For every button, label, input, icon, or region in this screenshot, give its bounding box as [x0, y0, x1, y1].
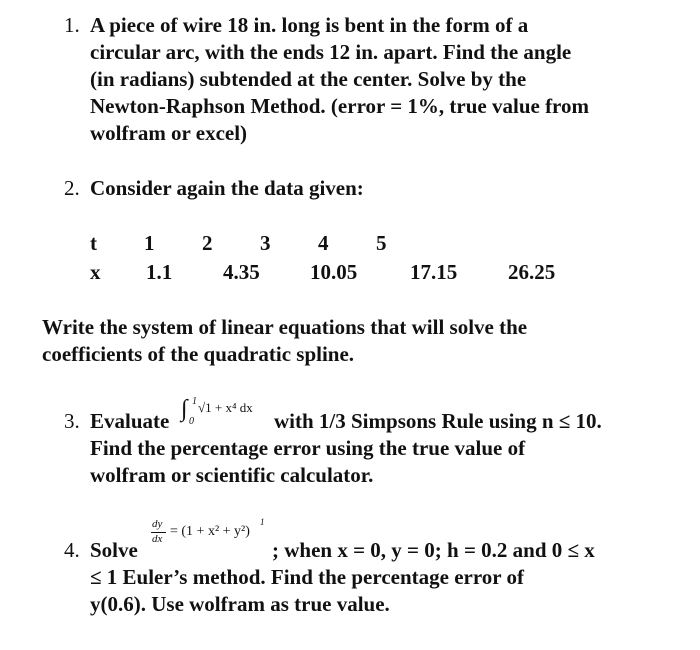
- question-2-follow-line-1: Write the system of linear equations that will solve the: [42, 315, 528, 339]
- table-x-value: 17.15: [410, 260, 458, 284]
- question-3-line-2: Find the percentage error using the true value of: [90, 436, 526, 460]
- table-t-label: t: [90, 231, 97, 255]
- question-4-solve: Solve: [90, 538, 138, 562]
- integral-sign: ∫: [181, 396, 188, 422]
- table-x-value: 4.35: [223, 260, 260, 284]
- table-t-value: 4: [318, 231, 329, 255]
- question-2-line: Consider again the data given:: [90, 176, 364, 200]
- table-x-value: 10.05: [310, 260, 358, 284]
- table-x-label: x: [90, 260, 101, 284]
- question-4-line-2: ≤ 1 Euler’s method. Find the percentage error of: [90, 565, 524, 589]
- table-t-value: 2: [202, 231, 213, 255]
- question-2-follow-line-2: coefficients of the quadratic spline.: [42, 342, 355, 366]
- question-3-number: 3.: [64, 409, 80, 433]
- integrand: √1 + x⁴ dx: [198, 400, 253, 415]
- integral-upper-limit: 1: [192, 396, 197, 407]
- ode-exponent: 1: [260, 517, 265, 527]
- question-4-number: 4.: [64, 538, 80, 562]
- question-1-line-2: circular arc, with the ends 12 in. apart. Find the angle: [90, 40, 572, 64]
- question-4-line-3: y(0.6). Use wolfram as true value.: [90, 592, 390, 616]
- question-2-number: 2.: [64, 176, 80, 200]
- question-4-line-1-rest: ; when x = 0, y = 0; h = 0.2 and 0 ≤ x: [272, 538, 595, 562]
- table-t-value: 5: [376, 231, 387, 255]
- integral-lower-limit: 0: [189, 416, 194, 427]
- question-1-number: 1.: [64, 13, 80, 37]
- ode-rhs: = (1 + x² + y²): [170, 524, 250, 539]
- table-x-value: 1.1: [146, 260, 173, 284]
- table-x-value: 26.25: [508, 260, 556, 284]
- question-1-line-1: A piece of wire 18 in. long is bent in the form of a: [90, 13, 529, 37]
- ode-denominator: dx: [152, 533, 163, 545]
- ode-numerator: dy: [152, 518, 163, 530]
- question-3-line-1-rest: with 1/3 Simpsons Rule using n ≤ 10.: [274, 409, 602, 433]
- question-1-line-3: (in radians) subtended at the center. Solve by the: [90, 67, 527, 91]
- question-1-line-5: wolfram or excel): [90, 121, 248, 145]
- question-3-evaluate: Evaluate: [90, 409, 170, 433]
- table-t-value: 1: [144, 231, 155, 255]
- question-3-line-3: wolfram or scientific calculator.: [90, 463, 374, 487]
- table-t-value: 3: [260, 231, 271, 255]
- question-1-line-4: Newton-Raphson Method. (error = 1%, true value from: [90, 94, 589, 118]
